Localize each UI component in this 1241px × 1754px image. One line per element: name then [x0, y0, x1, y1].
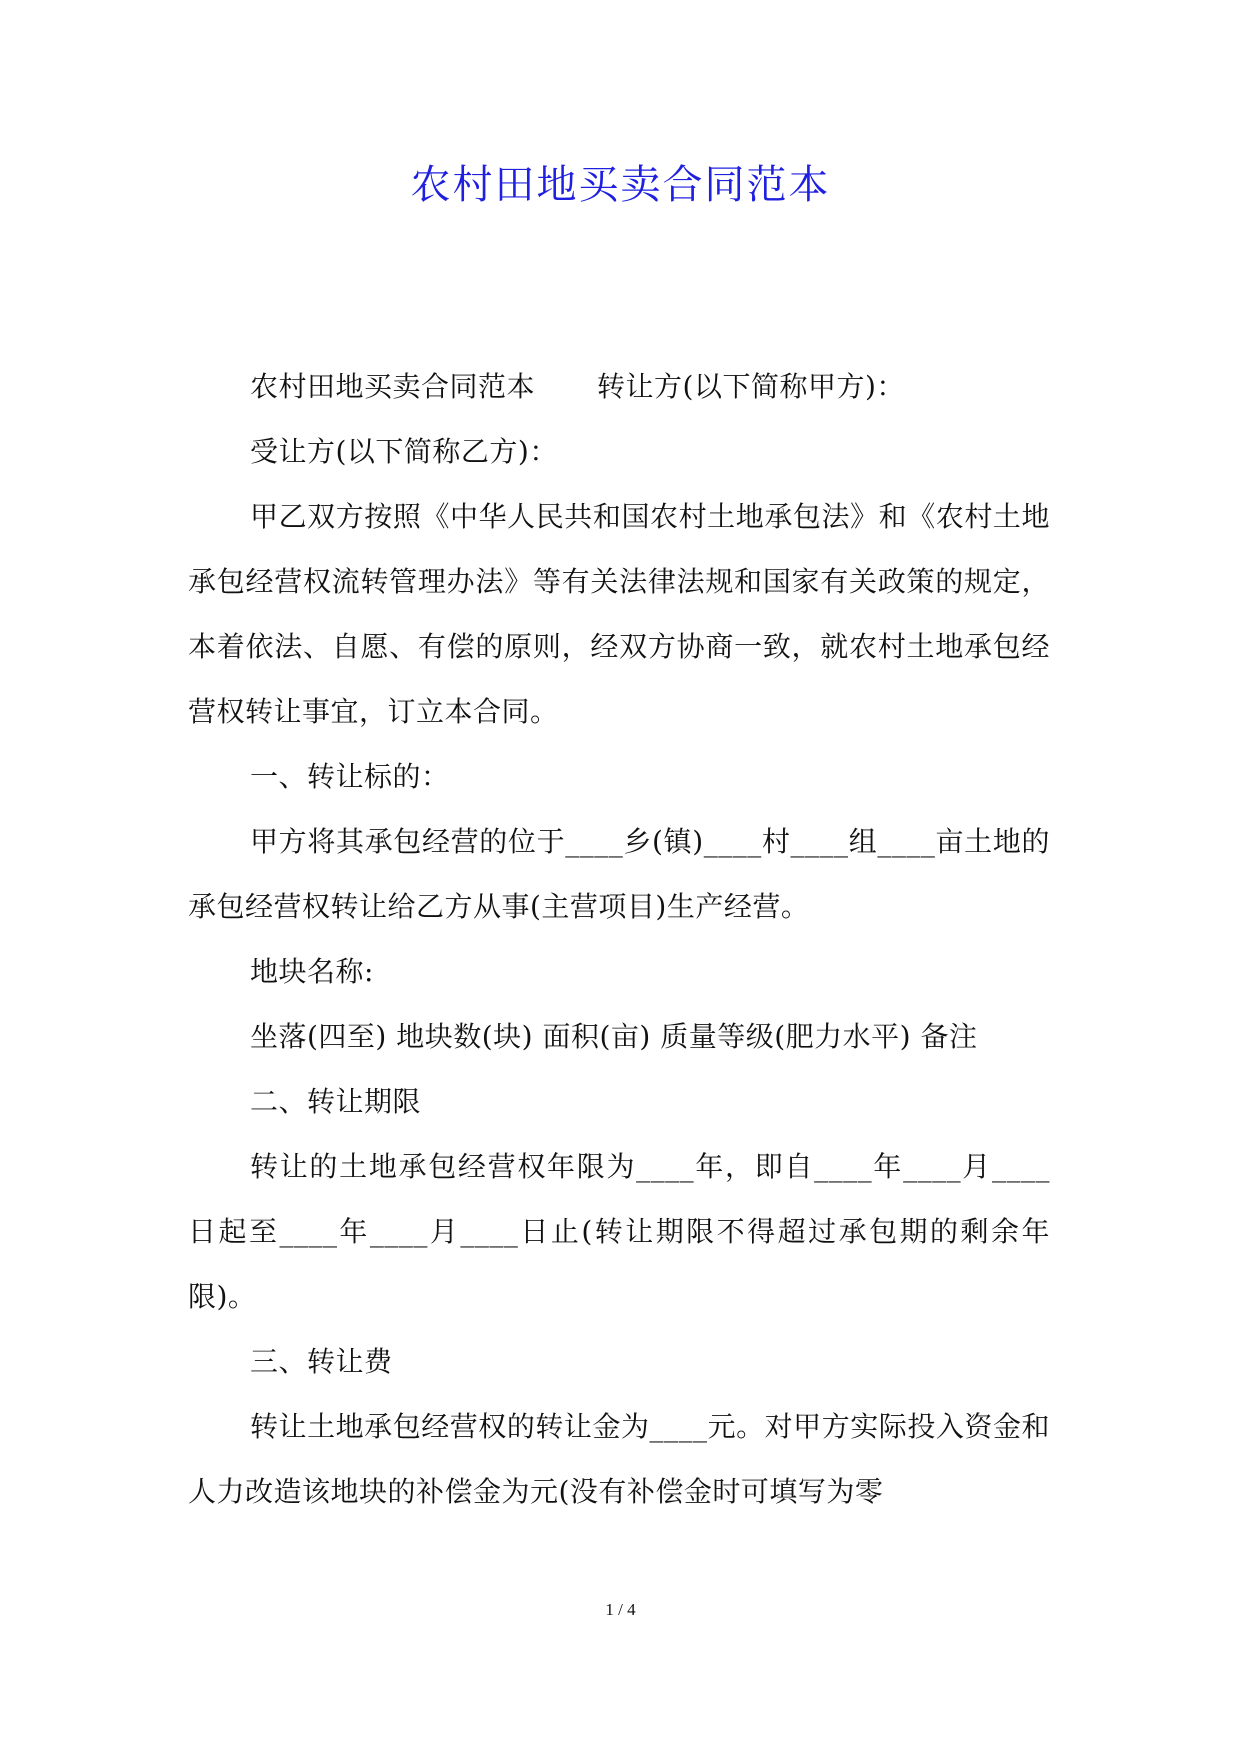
section-1-heading: 一、转让标的： [250, 760, 450, 793]
section-1-text: 甲方将其承包经营的位于____乡(镇)____村____组____亩土地的承包经营权转让给乙方从事(主营项目)生产经营。 [188, 825, 1050, 923]
section-3-heading: 三、转让费 [250, 1345, 393, 1378]
section-2-heading: 二、转让期限 [250, 1085, 422, 1118]
plot-name-label: 地块名称: [250, 955, 374, 988]
section-2-text: 转让的土地承包经营权年限为____年，即自____年____月____日起至____年____月____日止(转让期限不得超过承包期的剩余年限)。 [188, 1150, 1050, 1313]
section-3-text: 转让土地承包经营权的转让金为____元。对甲方实际投入资金和人力改造该地块的补偿金为元(没有补偿金时可填写为零 [188, 1410, 1050, 1508]
contract-body [188, 354, 1050, 1524]
document-title: 农村田地买卖合同范本 [410, 162, 831, 208]
intro-heading: 农村田地买卖合同范本 [250, 370, 536, 403]
party-a-label: 转让方(以下简称甲方)： [597, 370, 905, 403]
party-b-label: 受让方(以下简称乙方)： [250, 435, 558, 468]
preamble-paragraph: 甲乙双方按照《中华人民共和国农村土地承包法》和《农村土地承包经营权流转管理办法》等有关法律法规和国家有关政策的规定，本着依法、自愿、有偿的原则，经双方协商一致，就农村土地承包经营权转让事宜，订立本合同。 [188, 500, 1050, 728]
plot-columns-line: 坐落(四至) 地块数(块) 面积(亩) 质量等级(肥力水平) 备注 [250, 1020, 978, 1053]
intro-line [188, 354, 1050, 419]
page-number: 1 / 4 [605, 1600, 636, 1619]
